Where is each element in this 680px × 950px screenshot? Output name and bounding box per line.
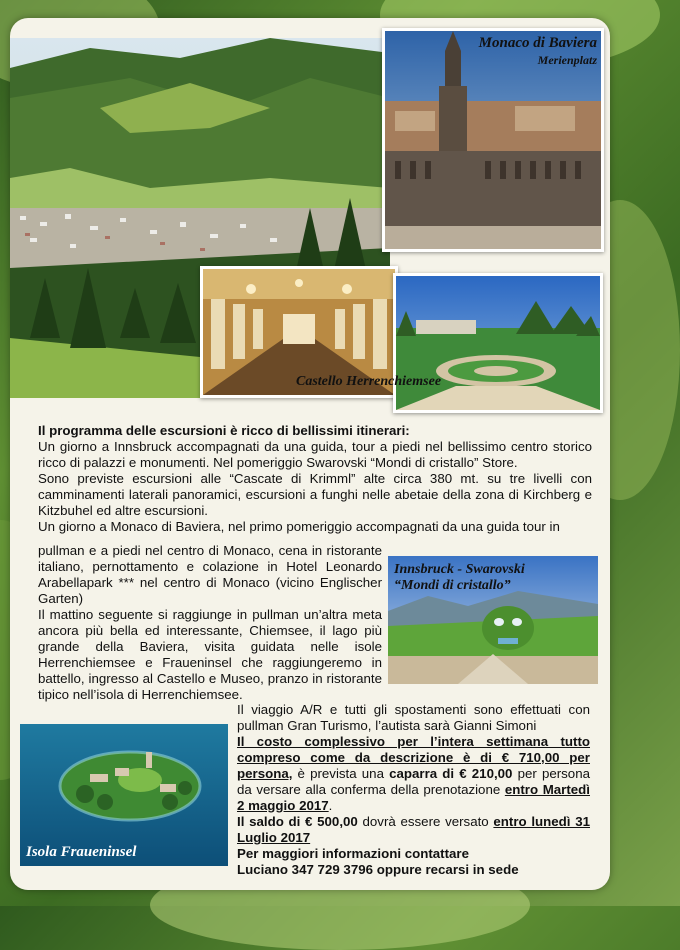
contact-line-1: Per maggiori informazioni contattare — [237, 846, 469, 861]
balance-deadline: entro lunedì 31 Luglio 2017 — [237, 814, 590, 845]
balance-after: dovrà essere versato — [357, 814, 494, 829]
deposit-amount: caparra di € 210,00 — [389, 766, 513, 781]
program-innsbruck: Un giorno a Innsbruck accompagnati da una guida, tour a piedi nel bellissimo centro storico ricco di palazzi e monumenti. Nel pomeriggio Swarovski “Mondi di cristallo” Store. — [38, 439, 592, 470]
program-text-left — [38, 543, 382, 703]
program-text — [38, 423, 592, 535]
deposit-after: per persona da versare alla conferma della prenotazione — [237, 766, 590, 797]
munich-marienplatz-photo — [382, 28, 604, 252]
contact-line-2: Luciano 347 729 3796 oppure recarsi in sede — [237, 862, 519, 877]
program-munich-intro: Un giorno a Monaco di Baviera, nel primo pomeriggio accompagnati da una guida tour in — [38, 519, 560, 534]
program-munich-rest: pullman e a piedi nel centro di Monaco, cena in ristorante italiano, pernottamento e colazione in Hotel Leonardo Arabellapark *** nel centro di Monaco (vicino Englischer Garten) — [38, 543, 382, 606]
swarovski-photo — [388, 556, 598, 684]
travel-bus: Il viaggio A/R e tutti gli spostamenti sono effettuati con pullman Gran Turismo, l’autista sarà Gianni Simoni — [237, 702, 590, 733]
deposit-deadline: entro Martedì 2 maggio 2017 — [237, 782, 590, 813]
total-cost: Il costo complessivo per l’intera settimana tutto compreso come da descrizione è di € 710,00 per persona, — [237, 734, 590, 781]
swarovski-caption-line2: “Mondi di cristallo” — [394, 578, 511, 593]
island-caption: Isola Fraueninsel — [26, 844, 137, 860]
deposit-end: . — [328, 798, 333, 813]
program-chiemsee: Il mattino seguente si raggiunge in pullman un’altra meta ancora più bella ed interessante, Chiemsee, il lago più grande della Baviera, visita guidata nelle isole Herrenchiemsee e Fraueninsel che raggiungeremo in battello, ingresso al Castello e Museo, pranzo in ristorante tipico nell’isola di Herrenchiemsee. — [38, 607, 382, 702]
program-krimml: Sono previste escursioni alle “Cascate di Krimml” alte circa 380 mt. su tre livelli con camminamenti laterali panoramici, escursioni a funghi nelle abetaie della zona di Kirchberg e Kitzbuhel ed altre escursioni. — [38, 471, 592, 518]
cost-after: è prevista una — [292, 766, 390, 781]
swarovski-caption-line1: Innsbruck - Swarovski — [394, 562, 525, 577]
balance-amount: Il saldo di € 500,00 — [237, 814, 358, 829]
castle-caption: Castello Herrenchiemsee — [296, 374, 442, 389]
castle-garden-photo — [296, 273, 603, 413]
munich-caption-title: Monaco di Baviera — [478, 35, 597, 51]
flyer-panel — [10, 18, 610, 890]
munich-caption-subtitle: Merienplatz — [537, 53, 597, 67]
fraueninsel-photo — [20, 724, 228, 866]
program-heading: Il programma delle escursioni è ricco di bellissimi itinerari: — [38, 423, 410, 438]
travel-text — [237, 702, 590, 878]
